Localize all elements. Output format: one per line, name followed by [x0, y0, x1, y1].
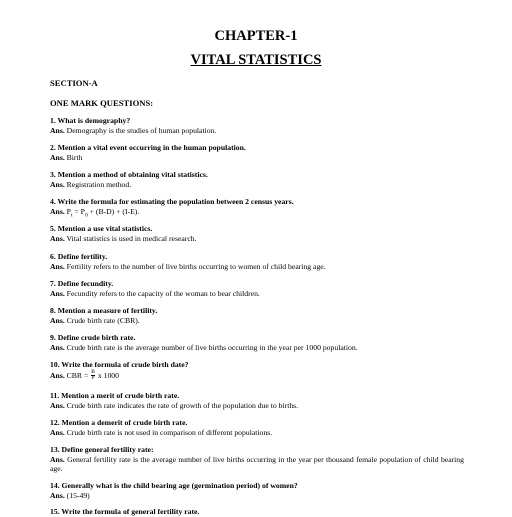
question: 5. Mention a use vital statistics. — [50, 224, 153, 233]
question-block — [50, 333, 464, 352]
question-block — [50, 445, 464, 474]
question-block — [50, 143, 464, 162]
answer — [50, 316, 464, 326]
answer-text: Crude birth rate (CBR). — [66, 315, 140, 325]
question: 2. Mention a vital event occurring in the human population. — [50, 143, 246, 152]
answer-text: Birth — [66, 152, 83, 162]
question-block — [50, 360, 464, 382]
answer-label: Ans. — [50, 342, 65, 352]
chapter-heading: CHAPTER-1 — [214, 28, 298, 44]
question-block — [50, 170, 464, 189]
question: 7. Define fecundity. — [50, 279, 114, 288]
answer-label: Ans. — [50, 233, 65, 243]
answer — [50, 207, 464, 221]
question: 1. What is demography? — [50, 116, 131, 125]
answer — [50, 428, 464, 438]
answer — [50, 126, 464, 136]
answer-label: Ans. — [50, 152, 65, 162]
answer-text: Demography is the studies of human population. — [66, 125, 217, 135]
answer-text: Fecundity refers to the capacity of the woman to bear children. — [66, 288, 260, 298]
answer — [50, 262, 464, 272]
answer-label: Ans. — [50, 125, 65, 135]
formula-mid: = P — [72, 206, 85, 216]
answer-label: Ans. — [50, 454, 65, 464]
answer-text: Crude birth rate is not used in comparison of different populations. — [66, 427, 273, 437]
answer-text: Crude birth rate indicates the rate of growth of the population due to births. — [66, 400, 299, 410]
answer-label: Ans. — [50, 261, 65, 271]
answer-label: Ans. — [50, 427, 65, 437]
answer — [50, 234, 464, 244]
formula-cbr: CBR = — [66, 370, 91, 380]
answer — [50, 455, 464, 474]
question-block — [50, 116, 464, 135]
question: 11. Mention a merit of crude birth rate. — [50, 391, 180, 400]
answer — [50, 289, 464, 299]
answer-label: Ans. — [50, 490, 65, 500]
question: 3. Mention a method of obtaining vital statistics. — [50, 170, 208, 179]
answer-text: Crude birth rate is the average number of live births occurring in the year per 1000 population. — [66, 342, 358, 352]
answer-text: Registration method. — [66, 179, 132, 189]
question-block — [50, 197, 464, 221]
question: 12. Mention a demerit of crude birth rate. — [50, 418, 188, 427]
fraction-numerator: B — [91, 368, 95, 375]
question: 4. Write the formula for estimating the population between 2 census years. — [50, 197, 294, 206]
answer — [50, 491, 464, 501]
question: 15. Write the formula of general fertility rate. — [50, 507, 200, 516]
answer-text: General fertility rate is the average number of live births occurring in the year per thousand female population of child bearing age. — [50, 454, 464, 473]
answer-text: (15-49) — [66, 490, 90, 500]
formula-p: P — [66, 206, 71, 216]
question: 6. Define fertility. — [50, 252, 108, 261]
answer-label: Ans. — [50, 206, 65, 216]
answer-label: Ans. — [50, 370, 65, 380]
answer-label: Ans. — [50, 400, 65, 410]
answer — [50, 401, 464, 411]
answer-label: Ans. — [50, 288, 65, 298]
page-title: VITAL STATISTICS — [190, 52, 322, 68]
formula-sub-0: 0 — [84, 212, 88, 219]
answer-text: Fertility refers to the number of live births occurring to women of child bearing age. — [66, 261, 326, 271]
question: 8. Mention a measure of fertility. — [50, 306, 158, 315]
formula-rest: x 1000 — [95, 370, 119, 380]
answer — [50, 153, 464, 163]
formula-sub-t: t — [70, 212, 73, 219]
answer — [50, 370, 464, 382]
question-block — [50, 279, 464, 298]
question-block — [50, 224, 464, 243]
question-block — [50, 481, 464, 500]
answer — [50, 180, 464, 190]
answer-text: Vital statistics is used in medical research. — [66, 233, 197, 243]
question: 13. Define general fertility rate: — [50, 445, 154, 454]
question-block — [50, 418, 464, 437]
question: 9. Define crude birth rate. — [50, 333, 136, 342]
question: 10. Write the formula of crude birth date? — [50, 360, 189, 369]
formula-rest: + (B-D) + (I-E). — [87, 206, 140, 216]
section-heading: SECTION-A — [50, 78, 98, 88]
answer — [50, 343, 464, 353]
question-block — [50, 306, 464, 325]
answer-label: Ans. — [50, 315, 65, 325]
answer-label: Ans. — [50, 179, 65, 189]
fraction-denominator: P — [91, 375, 95, 382]
question-block — [50, 252, 464, 271]
subheading: ONE MARK QUESTIONS: — [50, 98, 154, 108]
question: 14. Generally what is the child bearing age (germination period) of women? — [50, 481, 298, 490]
fraction — [91, 370, 95, 382]
question-block — [50, 391, 464, 410]
